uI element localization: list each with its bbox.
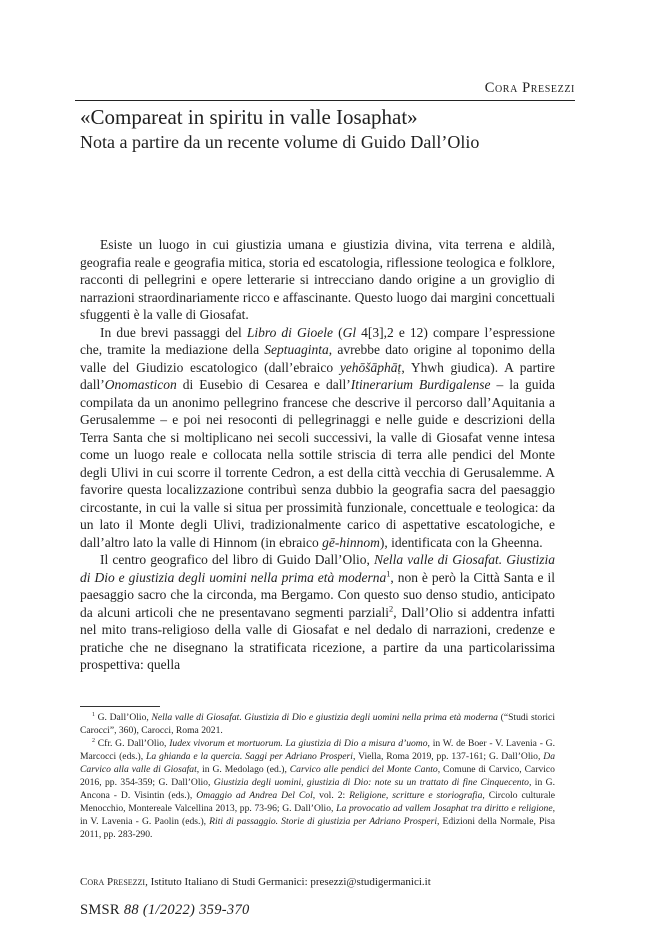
text-run: Il centro geografico del libro di Guido Dall’Olio, — [100, 552, 374, 567]
author-contact — [80, 876, 560, 888]
text-run: In due brevi passaggi del — [100, 324, 247, 340]
footnote — [80, 737, 555, 841]
footnote-text-run: Giustizia degli uomini, giustizia di Dio: note su un trattato di fine Cinquecento — [213, 777, 529, 788]
footnote-text-run: , Viella, Roma 2019, pp. 137-161; G. Dall’Olio, — [352, 751, 544, 762]
text-run: di Eusebio di Cesarea e dall’ — [176, 377, 351, 392]
footnote-text-run: Nella valle di Giosafat. Giustizia di Dio e giustizia degli uomini nella prima età moderna — [151, 712, 498, 723]
text-run: Libro di Gioele — [246, 324, 333, 340]
footnote-text-run: , vol. 2: — [312, 790, 350, 801]
article-subtitle: Nota a partire da un recente volume di Guido Dall’Olio — [80, 132, 480, 152]
footnote-text-run: , Edizioni della Normale, Pisa 2011, pp. 283-290. — [80, 816, 555, 840]
footnote-text-run: La ghianda e la quercia. Saggi per Adriano Prosperi — [146, 751, 353, 762]
text-run: , Yhwh giudica). A partire dall’ — [80, 359, 555, 392]
footnote-marker: 1 — [386, 569, 391, 578]
header-rule — [75, 100, 575, 101]
body-paragraph — [80, 236, 555, 324]
footnote-text-run: Da Carvico alla valle di Giosafat — [80, 751, 555, 775]
text-run: Onomasticon — [104, 377, 177, 392]
text-run: Septuaginta — [264, 342, 329, 357]
article-title: «Compareat in spiritu in valle Iosaphat» — [80, 105, 418, 129]
journal-volume: 88 (1/2022) 359-370 — [123, 902, 250, 918]
text-run: ( — [333, 324, 343, 340]
footnotes — [80, 711, 555, 841]
text-run: Itinerarium Burdigalense — [350, 377, 491, 392]
footnote-text-run: in V. Lavenia - G. Paolin (eds.), — [80, 816, 210, 827]
journal-citation — [80, 902, 560, 919]
text-run: gē-hinnom — [322, 534, 380, 550]
text-run: , avrebbe dato origine al toponimo della valle del Giudizio escatologico (dall’ebraico — [80, 342, 556, 375]
text-run: Nella valle di Giosafat. Giustizia di Dio e giustizia degli uomini nella prima età moderna — [80, 552, 555, 585]
contact-name: Cora Presezzi — [80, 876, 146, 888]
footnote-marker: 1 — [92, 711, 95, 718]
journal-name: SMSR — [80, 902, 124, 918]
footnote-text-run: , in G. Medolago (ed.), — [196, 764, 290, 775]
footnote-text-run: Iudex vivorum et mortuorum. La giustizia di Dio a misura d’uomo — [169, 738, 428, 749]
footnote-text-run: , in G. Ancona - D. Visintin (eds.), — [80, 777, 555, 801]
text-run: – la guida compilata da un anonimo pellegrino francese che descrive il percorso dall’Aquitania a Gerusalemme – e poi nei resoconti di pellegrinaggi e nelle guide e descrizioni della Terra Santa che si moltiplicano nei secoli successivi, la valle di Giosafat venne intesa come un luogo reale e collocata nella sottile striscia di terra alle pendici del Monte degli Ulivi in cui scorre il torrente Cedron, a est della città vecchia di Gerusalemme. A favorire questa localizzazione contribuì senza dubbio la geografia sacra del paesaggio circostante, in cui la valle si situa per prossimità funzionale, concettuale e teologica: da un lato il Monte degli Ulivi, tradizionalmente carico di aspettative escatologiche, e dall’altro lato la valle di Hinnom (in ebraico — [80, 377, 555, 550]
footnote-text-run: (“Studi storici Carocci”, 360), Carocci, Roma 2021. — [80, 712, 555, 736]
footnote — [80, 711, 555, 737]
body-paragraph — [80, 324, 555, 552]
footnote-text-run: , Comune di Carvico, Carvico 2016, pp. 354-359; G. Dall’Olio, — [80, 764, 555, 788]
text-run: yehōšāphāṭ — [339, 359, 402, 375]
running-header-author: Cora Presezzi — [484, 80, 575, 96]
footnote-text-run: tra diritto e religione, — [470, 803, 555, 814]
footnote-text-run: G. Dall’Olio, — [94, 712, 152, 723]
contact-affiliation: , Istituto Italiano di Studi Germanici: presezzi@studigermanici.it — [145, 876, 431, 888]
footnote-text-run: Religione, scritture e storiografia — [349, 790, 483, 801]
footnote-text-run: , Circolo culturale Menocchio, Montereale Valcellina 2013, pp. 73-96; G. Dall’Olio, — [80, 790, 555, 814]
footnote-marker: 2 — [389, 604, 394, 613]
footnote-text-run: La provocatio ad vallem Josaphat — [336, 803, 469, 814]
text-run: ), identificata con la Gheenna. — [379, 534, 543, 550]
article-body — [80, 236, 555, 674]
text-run: 4[3],2 e 12) compare l’espressione che, tramite la mediazione della — [80, 324, 556, 357]
text-run: Gl — [342, 324, 357, 340]
footnote-marker: 2 — [92, 737, 95, 744]
footnote-text-run: Cfr. G. Dall’Olio, — [94, 738, 170, 749]
footnote-text-run: Omaggio ad Andrea Del Col — [196, 790, 313, 801]
text-run: , non è però la Città Santa e il paesaggio sacro che la circonda, ma Bergamo. Con questo suo denso studio, anticipato da alcuni articoli che ne presentavano segmenti parziali — [80, 569, 555, 620]
body-paragraph — [80, 551, 555, 674]
footnote-text-run: , in W. de Boer - V. Lavenia - G. Marcocci (eds.), — [80, 738, 555, 762]
footnote-text-run: Carvico alle pendici del Monte Canto — [289, 764, 438, 775]
footnote-text-run: Riti di passaggio. Storie di giustizia per Adriano Prosperi — [209, 816, 437, 827]
footnote-rule — [80, 706, 160, 707]
text-run: , Dall’Olio si addentra infatti nel mito trans-religioso della valle di Giosafat e nel dedalo di narrazioni, credenze e pratiche che ne disegnano la stratificata ricezione, a partire da una particolarissima prospettiva: quella — [80, 604, 555, 672]
text-run: Esiste un luogo in cui giustizia umana e giustizia divina, vita terrena e aldilà, geografia reale e geografia mitica, storia ed escatologia, riflessione teologica e folklore, racconti di pellegrini e opere letterarie si intrecciano dando origine a un groviglio di narrazioni straordinariamente ricco e affascinante. Questo luogo dai margini concettuali sfuggenti è la valle di Giosafat. — [80, 237, 555, 322]
